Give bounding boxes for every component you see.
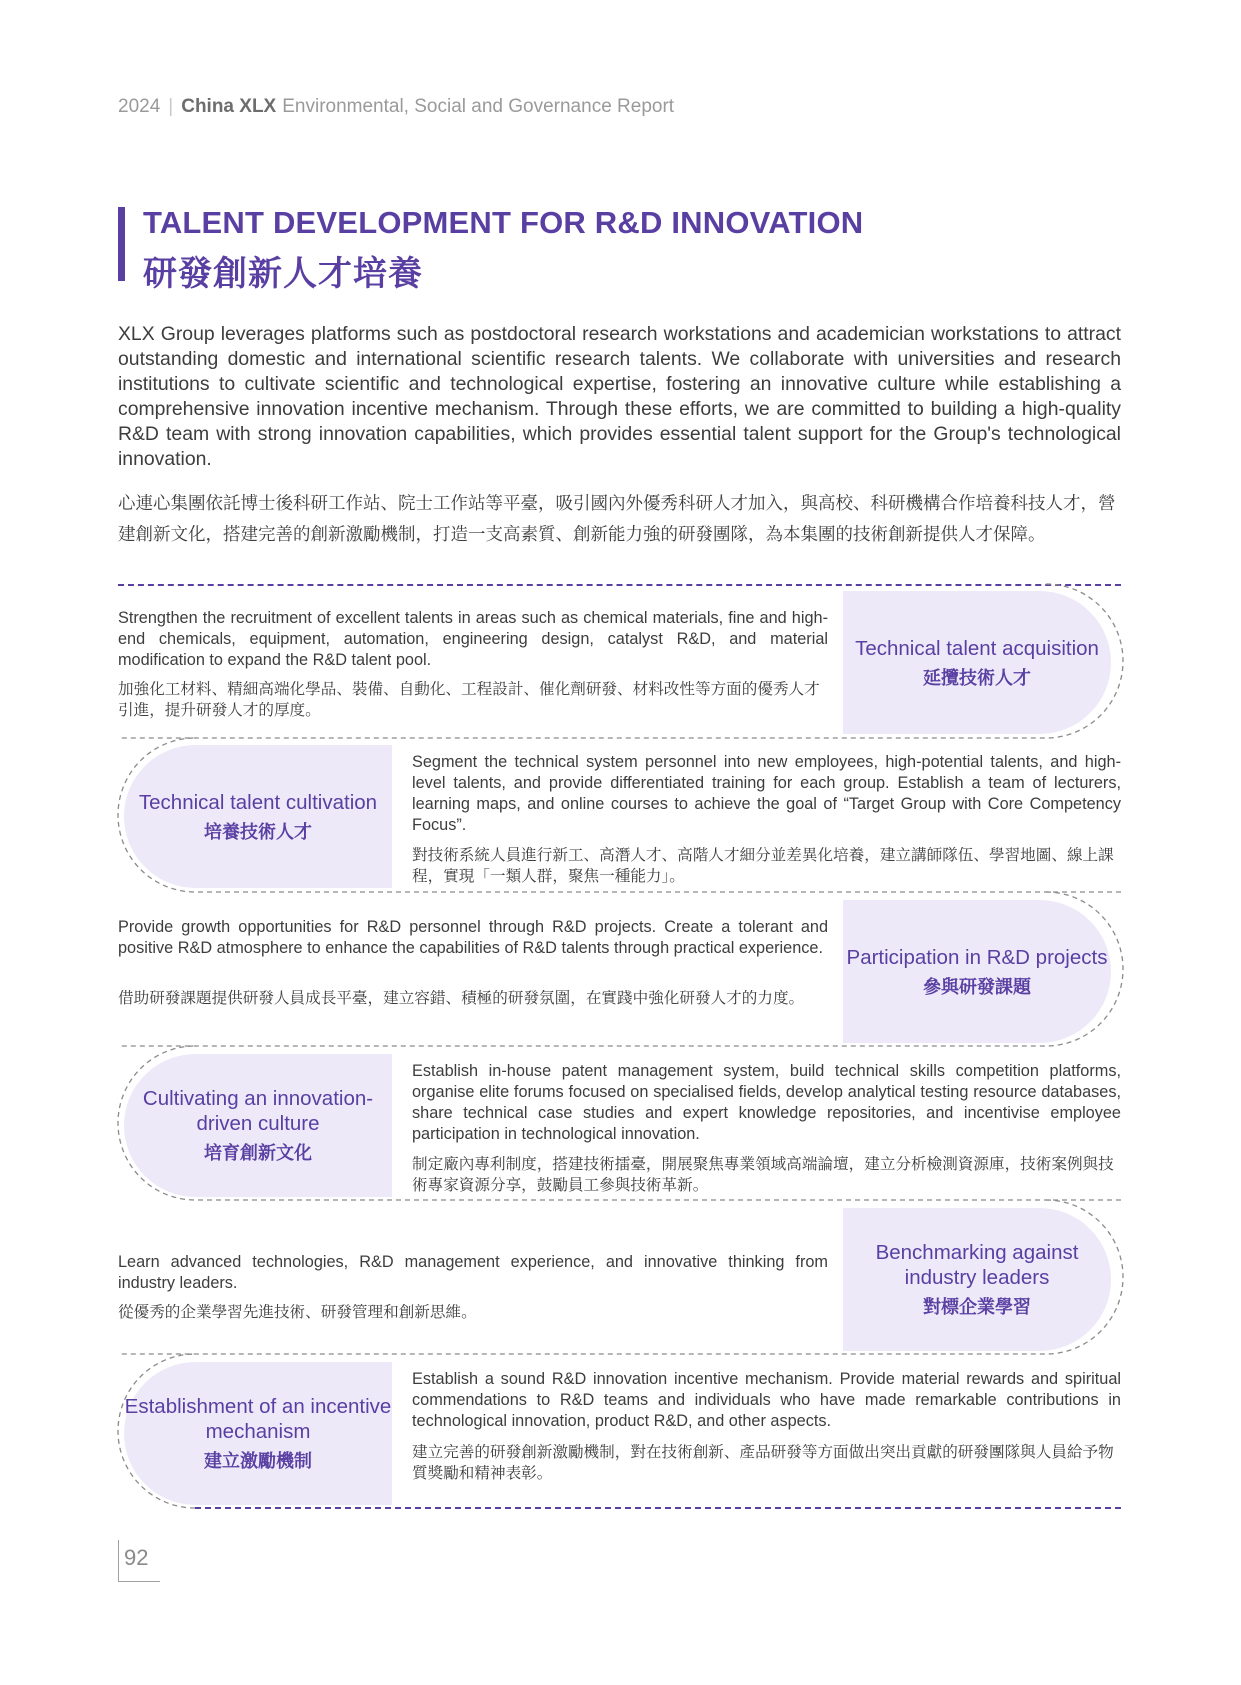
item-4-label-pill — [124, 1054, 392, 1197]
intro-paragraph-en: XLX Group leverages platforms such as postdoctoral research workstations and academician workstations to attract outstanding domestic and international scientific research talents. We collaborate with universities and research institutions to cultivate scientific and technological expertise, fostering an innovative culture while establishing a comprehensive innovation incentive mechanism. Through these efforts, we are committed to building a high-quality R&D team with strong innovation capabilities, which provides essential talent support for the Group's technological innovation. — [118, 323, 1121, 470]
item-6-label-zh: 建立激勵機制 — [204, 1451, 312, 1471]
item-5-label-pill — [843, 1208, 1111, 1351]
item-1-desc-zh: 加強化工材料、精細高端化學品、裝備、自動化、工程設計、催化劑研發、材料改性等方面的優秀人才引進，提升研發人才的厚度。 — [118, 681, 820, 719]
report-year: 2024 — [118, 96, 161, 117]
item-1-label-pill — [843, 591, 1111, 734]
section-title-en: TALENT DEVELOPMENT FOR R&D INNOVATION — [143, 205, 864, 240]
header-separator: | — [168, 96, 174, 117]
item-3-desc-en: Provide growth opportunities for R&D personnel through R&D projects. Create a tolerant and positive R&D atmosphere to enhance the capabilities of R&D talents through practical experience. — [118, 918, 828, 957]
page-number-mark-vertical — [118, 1540, 119, 1582]
divider-bottom — [195, 1507, 1121, 1509]
item-5-label-zh: 對標企業學習 — [923, 1297, 1031, 1317]
item-6-desc-en: Establish a sound R&D innovation incentive mechanism. Provide material rewards and spiritual commendations to R&D teams and individuals who have made remarkable contributions in technological innovation, product R&D, and other aspects. — [412, 1370, 1121, 1430]
report-title: Environmental, Social and Governance Report — [282, 96, 675, 117]
item-4-label-en: Cultivating an innovation-driven culture — [142, 1087, 374, 1135]
section-title-zh: 研發創新人才培養 — [143, 255, 423, 293]
item-2-label-pill — [124, 745, 392, 888]
item-5-desc-zh: 從優秀的企業學習先進技術、研發管理和創新思維。 — [118, 1304, 477, 1321]
page-number-mark-horizontal — [118, 1581, 160, 1582]
item-6-label-en: Establishment of an incentive mechanism — [124, 1395, 392, 1443]
item-2-desc-en: Segment the technical system personnel into new employees, high-potential talents, and high-level talents, and provide differentiated training for each group. Establish a team of lecturers, learning maps, and online courses to achieve the goal of “Target Group with Core Competency Focus”. — [412, 753, 1121, 834]
item-3-desc-zh: 借助研發課題提供研發人員成長平臺，建立容錯、積極的研發氛圍，在實踐中強化研發人才的力度。 — [118, 990, 805, 1007]
item-2-label-zh: 培養技術人才 — [204, 821, 312, 842]
running-header — [118, 96, 674, 118]
item-1-label-zh: 延攬技術人才 — [923, 667, 1031, 688]
page-number: 92 — [124, 1545, 149, 1570]
item-6-label-pill — [124, 1362, 392, 1505]
item-3-label-zh: 參與研發課題 — [923, 976, 1031, 997]
item-3-label-en: Participation in R&D projects — [846, 945, 1108, 969]
item-1-desc-en: Strengthen the recruitment of excellent talents in areas such as chemical materials, fine and high-end chemicals, equipment, automation, engineering design, catalyst R&D, and material modification to expand the R&D talent pool. — [118, 609, 828, 669]
title-accent-bar — [118, 207, 125, 281]
item-4-label-zh: 培育創新文化 — [204, 1143, 312, 1163]
item-1-label-en: Technical talent acquisition — [855, 636, 1099, 660]
item-5-label-en: Benchmarking against industry leaders — [875, 1241, 1079, 1289]
item-4-desc-en: Establish in-house patent management system, build technical skills competition platforms, organise elite forums focused on specialised fields, develop analytical testing resource databases, share technical case studies and expert knowledge repositories, and incentivise employee participation in technological innovation. — [412, 1062, 1121, 1143]
item-4-desc-zh: 制定廠內專利制度，搭建技術擂臺，開展聚焦專業領域高端論壇，建立分析檢測資源庫，技術案例與技術專家資源分享，鼓勵員工參與技術革新。 — [412, 1156, 1114, 1194]
item-2-label-en: Technical talent cultivation — [138, 790, 378, 814]
intro-paragraph-zh: 心連心集團依託博士後科研工作站、院士工作站等平臺，吸引國內外優秀科研人才加入，與高校、科研機構合作培養科技人才，營建創新文化，搭建完善的創新激勵機制，打造一支高素質、創新能力強的研發團隊，為本集團的技術創新提供人才保障。 — [118, 493, 1116, 544]
item-3-label-pill — [843, 900, 1111, 1043]
item-6-desc-zh: 建立完善的研發創新激勵機制，對在技術創新、產品研發等方面做出突出貢獻的研發團隊與人員給予物質獎勵和精神表彰。 — [412, 1444, 1114, 1482]
item-2-desc-zh: 對技術系統人員進行新工、高潛人才、高階人才細分並差異化培養，建立講師隊伍、學習地圖、線上課程，實現「一類人群，聚焦一種能力」。 — [412, 847, 1114, 885]
company-name: China XLX — [181, 96, 277, 117]
item-5-desc-en: Learn advanced technologies, R&D management experience, and innovative thinking from industry leaders. — [118, 1253, 828, 1292]
